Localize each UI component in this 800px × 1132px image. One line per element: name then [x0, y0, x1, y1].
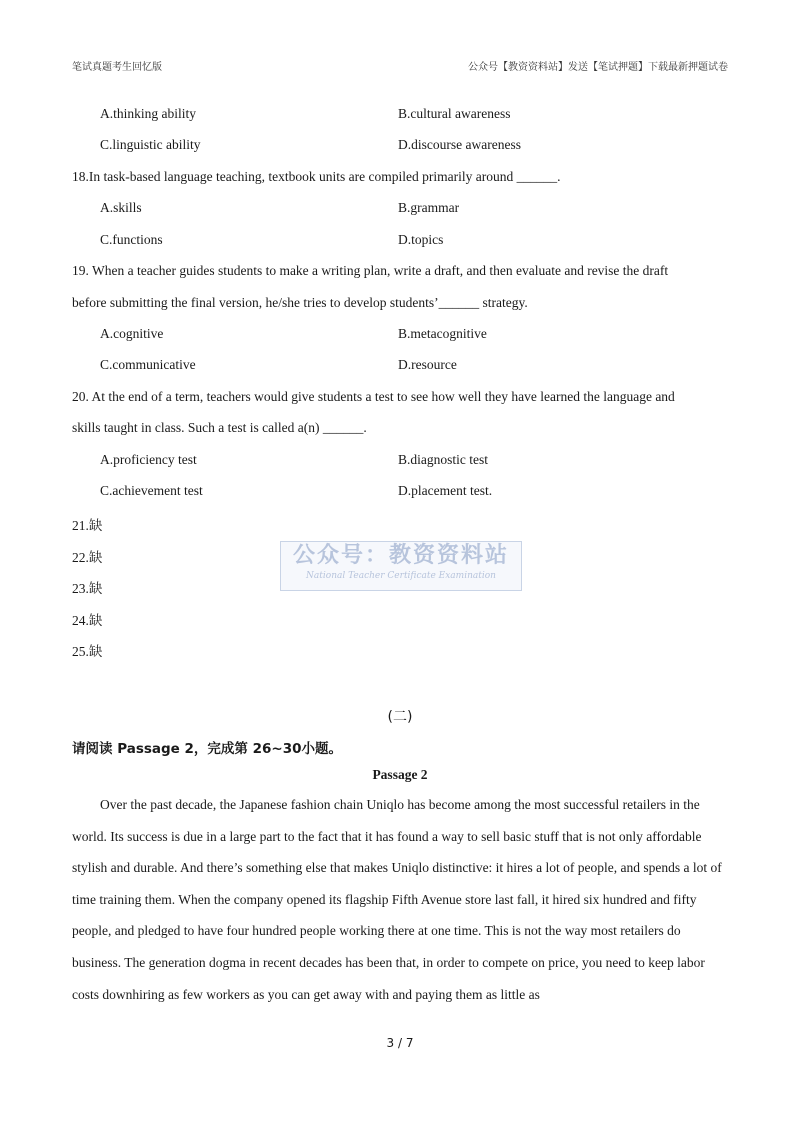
q19-stem-line1: 19. When a teacher guides students to make a writing plan, write a draft, and then evaluate and revise the draft	[72, 263, 669, 278]
q19-option-c: C.communicative	[100, 357, 196, 372]
page-number: 3 / 7	[386, 1036, 414, 1050]
missing-question: 21.缺	[72, 518, 103, 533]
q18-option-c: C.functions	[100, 232, 163, 247]
passage-paragraph	[72, 789, 728, 1010]
q19-stem-line2: before submitting the final version, he/she tries to develop students’______ strategy.	[72, 295, 528, 310]
watermark-title: 公众号：教资资料站	[292, 543, 509, 568]
reading-instruction: 请阅读 Passage 2，完成第 26~30小题。	[72, 741, 343, 757]
section-mark: (二)	[387, 709, 413, 725]
header-left-text: 笔试真题考生回忆版	[72, 62, 162, 73]
missing-question: 25.缺	[72, 644, 103, 659]
watermark	[280, 541, 522, 591]
q19-option-a: A.cognitive	[100, 326, 164, 341]
q17-option-b: B.cultural awareness	[398, 106, 511, 121]
watermark-subtitle: National Teacher Certificate Examination	[306, 571, 496, 581]
missing-question: 22.缺	[72, 550, 103, 565]
q19-option-b: B.metacognitive	[398, 326, 487, 341]
q20-option-d: D.placement test.	[398, 483, 493, 498]
passage-title: Passage 2	[372, 767, 428, 782]
q17-option-c: C.linguistic ability	[100, 137, 201, 152]
missing-question: 24.缺	[72, 613, 103, 628]
missing-question: 23.缺	[72, 581, 103, 596]
q17-option-a: A.thinking ability	[100, 106, 196, 121]
header-right-text: 公众号【教资资料站】发送【笔试押题】下载最新押题试卷	[468, 62, 728, 73]
q18-option-a: A.skills	[100, 200, 142, 215]
q19-option-d: D.resource	[398, 357, 457, 372]
q20-option-b: B.diagnostic test	[398, 452, 488, 467]
q20-option-c: C.achievement test	[100, 483, 203, 498]
q20-stem-line1: 20. At the end of a term, teachers would give students a test to see how well they have learned the language and	[72, 389, 675, 404]
q20-option-a: A.proficiency test	[100, 452, 197, 467]
q18-stem: 18.In task-based language teaching, textbook units are compiled primarily around ______.	[72, 169, 561, 184]
q18-option-b: B.grammar	[398, 200, 460, 215]
q17-option-d: D.discourse awareness	[398, 137, 521, 152]
passage-text: Over the past decade, the Japanese fashion chain Uniqlo has become among the most successful retailers in the world. Its success is due in a large part to the fact that it has found a way to sell basic stuff that is not only affordable stylish and durable. And there’s something else that makes Uniqlo distinctive: it hires a lot of people, and spends a lot of time training them. When the company opened its flagship Fifth Avenue store last fall, it hired six hundred and fifty people, and pledged to have four hundred people working there at one time. This is not the way most retailers do business. The generation dogma in recent decades has been that, in order to compete on price, you need to keep labor costs downhiring as few workers as you can get away with and paying them as little as	[72, 797, 722, 1002]
q20-stem-line2: skills taught in class. Such a test is called a(n) ______.	[72, 420, 367, 435]
q18-option-d: D.topics	[398, 232, 444, 247]
